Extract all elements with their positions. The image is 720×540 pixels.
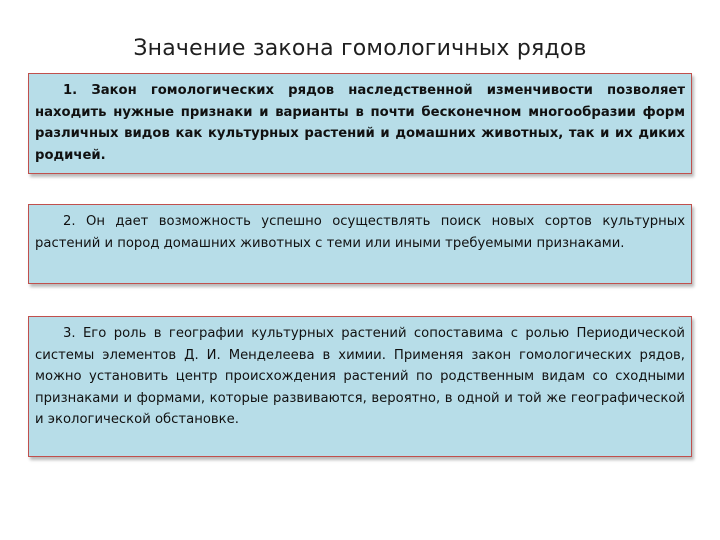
slide-title: Значение закона гомологичных рядов	[133, 36, 587, 61]
point-text-3: 3. Его роль в географии культурных растений сопоставима с ролью Периодической системы элементов Д. И. Менделеева в химии. Применяя закон гомологических рядов, можно установить центр происхождения растений по родственным видам со сходными признаками и формами, которые развиваются, вероятно, в одной и той же географической и экологической обстановке.	[35, 326, 685, 427]
point-box-1	[28, 73, 692, 174]
point-box-2	[28, 204, 692, 284]
point-text-1: 1. Закон гомологических рядов наследственной изменчивости позволяет находить нужные признаки и варианты в почти бесконечном многообразии форм различных видов как культурных растений и домашних животных, так и их диких родичей.	[35, 83, 685, 163]
point-box-3	[28, 316, 692, 457]
point-text-2: 2. Он дает возможность успешно осуществлять поиск новых сортов культурных растений и пород домашних животных с теми или иными требуемыми признаками.	[35, 214, 685, 251]
